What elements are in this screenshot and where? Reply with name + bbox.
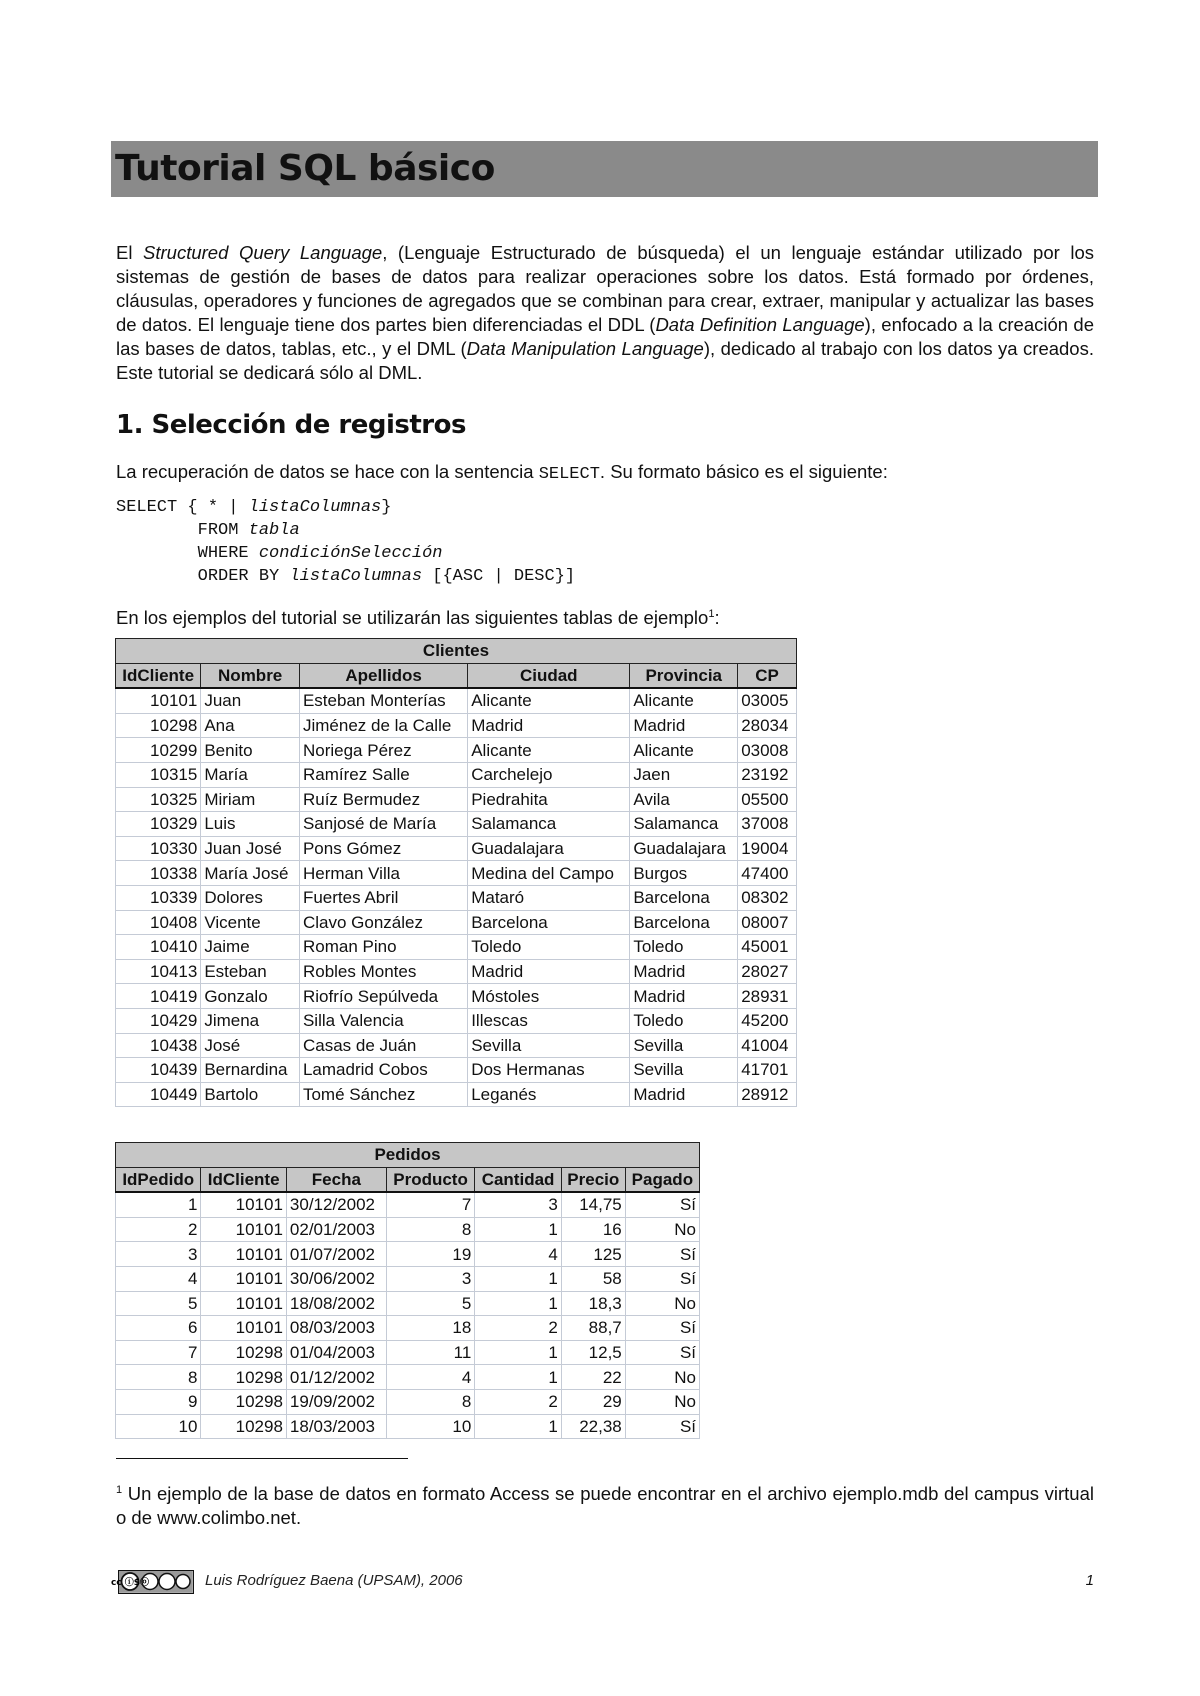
table-cell: Burgos <box>630 861 738 886</box>
table-cell: Barcelona <box>630 885 738 910</box>
table-cell: 5 <box>386 1291 475 1316</box>
table-row <box>116 1365 700 1390</box>
table-cell: 8 <box>386 1389 475 1414</box>
table-cell: 05500 <box>738 787 797 812</box>
table-cell: Toledo <box>468 935 630 960</box>
table-cell: Fuertes Abril <box>299 885 467 910</box>
table-cell: 10315 <box>116 762 201 787</box>
table-row <box>116 1008 797 1033</box>
table-cell: No <box>625 1291 699 1316</box>
table-cell: 7 <box>386 1192 475 1217</box>
table-cell: 22,38 <box>561 1414 625 1439</box>
table-caption: Clientes <box>116 639 797 664</box>
intro-text: El <box>116 242 144 263</box>
table-cell: Madrid <box>630 984 738 1009</box>
table-cell: Miriam <box>201 787 300 812</box>
table-cell: 18/03/2003 <box>286 1414 386 1439</box>
table-cell: 28027 <box>738 959 797 984</box>
table-cell: Alicante <box>630 738 738 763</box>
table-cell: Alicante <box>630 688 738 713</box>
code-line: ORDER BY listaColumnas [{ASC | DESC}] <box>187 567 576 586</box>
table-row <box>116 1192 700 1217</box>
column-header: Provincia <box>630 663 738 688</box>
table-row <box>116 1340 700 1365</box>
select-text: La recuperación de datos se hace con la sentencia <box>116 461 539 482</box>
table-cell: 47400 <box>738 861 797 886</box>
table-cell: Jiménez de la Calle <box>299 713 467 738</box>
table-cell: Ana <box>201 713 300 738</box>
table-row <box>116 1033 797 1058</box>
table-cell: 28931 <box>738 984 797 1009</box>
table-row <box>116 713 797 738</box>
table-cell: 2 <box>116 1217 201 1242</box>
table-cell: María José <box>201 861 300 886</box>
table-cell: 1 <box>475 1340 561 1365</box>
table-cell: 10101 <box>201 1217 286 1242</box>
table-caption: Pedidos <box>116 1143 700 1168</box>
table-cell: Leganés <box>468 1082 630 1107</box>
table-cell: 19004 <box>738 836 797 861</box>
table-cell: 37008 <box>738 812 797 837</box>
table-cell: 10101 <box>201 1242 286 1267</box>
table-cell: Sanjosé de María <box>299 812 467 837</box>
table-cell: José <box>201 1033 300 1058</box>
column-header: Apellidos <box>299 663 467 688</box>
table-cell: 6 <box>116 1316 201 1341</box>
table-cell: 10299 <box>116 738 201 763</box>
table-cell: Madrid <box>468 959 630 984</box>
table-cell: Noriega Pérez <box>299 738 467 763</box>
table-row <box>116 762 797 787</box>
table-row <box>116 812 797 837</box>
footnote-number: 1 <box>116 1484 123 1496</box>
table-row <box>116 836 797 861</box>
intro-term: Data Definition Language <box>655 314 865 335</box>
table-cell: Ramírez Salle <box>299 762 467 787</box>
table-cell: Jaime <box>201 935 300 960</box>
table-cell: 45200 <box>738 1008 797 1033</box>
intro-text: ), enfocado a la creación de las bases de datos, tablas, etc., y el DML ( <box>116 314 1094 359</box>
table-cell: 02/01/2003 <box>286 1217 386 1242</box>
table-cell: 01/07/2002 <box>286 1242 386 1267</box>
table-cell: 08/03/2003 <box>286 1316 386 1341</box>
select-paragraph <box>116 460 888 487</box>
table-row <box>116 787 797 812</box>
footnote-text: Un ejemplo de la base de datos en formato Access se puede encontrar en el archivo ejemplo.mdb del campus virtual o de www.colimbo.net. <box>116 1483 1094 1529</box>
table-row <box>116 1389 700 1414</box>
table-cell: Sí <box>625 1192 699 1217</box>
table-cell: 18/08/2002 <box>286 1291 386 1316</box>
code-line: WHERE condiciónSelección <box>187 544 443 563</box>
table-cell: Toledo <box>630 935 738 960</box>
table-cell: Herman Villa <box>299 861 467 886</box>
table-cell: 45001 <box>738 935 797 960</box>
table-cell: 18 <box>386 1316 475 1341</box>
code-block <box>116 496 575 588</box>
table-row <box>116 1316 700 1341</box>
table-cell: Madrid <box>630 713 738 738</box>
table-cell: Esteban Monterías <box>299 688 467 713</box>
table-row <box>116 1082 797 1107</box>
table-cell: 10298 <box>201 1414 286 1439</box>
table-cell: 10101 <box>201 1316 286 1341</box>
table-cell: 01/04/2003 <box>286 1340 386 1365</box>
table-row <box>116 1217 700 1242</box>
table-cell: 10325 <box>116 787 201 812</box>
table-cell: 12,5 <box>561 1340 625 1365</box>
intro-term: Structured Query Language <box>143 242 383 263</box>
page-title: Tutorial SQL básico <box>115 148 495 189</box>
table-row <box>116 984 797 1009</box>
table-cell: 9 <box>116 1389 201 1414</box>
table-cell: 10449 <box>116 1082 201 1107</box>
table-cell: 4 <box>386 1365 475 1390</box>
footer-author: Luis Rodríguez Baena (UPSAM), 2006 <box>205 1572 463 1589</box>
column-header: Precio <box>561 1167 625 1192</box>
table-cell: Barcelona <box>468 910 630 935</box>
table-cell: 10 <box>386 1414 475 1439</box>
column-header: Producto <box>386 1167 475 1192</box>
table-row <box>116 935 797 960</box>
table-cell: 7 <box>116 1340 201 1365</box>
table-cell: 10298 <box>201 1389 286 1414</box>
table-cell: Alicante <box>468 738 630 763</box>
table-cell: Sí <box>625 1414 699 1439</box>
table-row <box>116 1058 797 1083</box>
table-cell: 10298 <box>201 1365 286 1390</box>
table-cell: Lamadrid Cobos <box>299 1058 467 1083</box>
table-cell: 10 <box>116 1414 201 1439</box>
table-cell: No <box>625 1389 699 1414</box>
table-cell: Riofrío Sepúlveda <box>299 984 467 1009</box>
table-cell: Madrid <box>630 1082 738 1107</box>
table-cell: 10298 <box>116 713 201 738</box>
table-cell: 10438 <box>116 1033 201 1058</box>
table-cell: 08302 <box>738 885 797 910</box>
table-cell: Silla Valencia <box>299 1008 467 1033</box>
table-cell: Sevilla <box>630 1033 738 1058</box>
table-cell: 10410 <box>116 935 201 960</box>
intro-text: , (Lenguaje Estructurado de búsqueda) el un lenguaje estándar utilizado por los sistemas de gestión de bases de datos para realizar operaciones sobre los datos. Está formado por órdenes, cláusulas, operadores y funciones de agregados que se combinan para crear, extraer, manipular y actualizar las bases de datos. El lenguaje tiene dos partes bien diferenciadas el DDL ( <box>116 242 1094 335</box>
table-cell: Bartolo <box>201 1082 300 1107</box>
table-cell: Móstoles <box>468 984 630 1009</box>
table-cell: 29 <box>561 1389 625 1414</box>
table-cell: 30/06/2002 <box>286 1266 386 1291</box>
table-cell: Avila <box>630 787 738 812</box>
table-cell: 8 <box>116 1365 201 1390</box>
table-cell: 28912 <box>738 1082 797 1107</box>
table-cell: Jimena <box>201 1008 300 1033</box>
table-cell: 10101 <box>116 688 201 713</box>
table-cell: Casas de Juán <box>299 1033 467 1058</box>
table-cell: Sí <box>625 1316 699 1341</box>
table-cell: Piedrahita <box>468 787 630 812</box>
table-cell: Benito <box>201 738 300 763</box>
table-cell: Mataró <box>468 885 630 910</box>
table-cell: Clavo González <box>299 910 467 935</box>
table-cell: Alicante <box>468 688 630 713</box>
table-row <box>116 1242 700 1267</box>
table-cell: Bernardina <box>201 1058 300 1083</box>
column-header: Cantidad <box>475 1167 561 1192</box>
table-row <box>116 1414 700 1439</box>
table-cell: Ruíz Bermudez <box>299 787 467 812</box>
column-header: CP <box>738 663 797 688</box>
intro-paragraph <box>116 241 1094 385</box>
table-cell: 10439 <box>116 1058 201 1083</box>
table-cell: 23192 <box>738 762 797 787</box>
title-bar <box>111 141 1098 197</box>
table-cell: 10408 <box>116 910 201 935</box>
table-cell: Sevilla <box>468 1033 630 1058</box>
table-cell: Roman Pino <box>299 935 467 960</box>
table-cell: 14,75 <box>561 1192 625 1217</box>
examples-text: En los ejemplos del tutorial se utilizarán las siguientes tablas de ejemplo <box>116 607 709 629</box>
column-header: Nombre <box>201 663 300 688</box>
table-cell: Carchelejo <box>468 762 630 787</box>
table-cell: 3 <box>475 1192 561 1217</box>
table-cell: 10429 <box>116 1008 201 1033</box>
table-cell: 10330 <box>116 836 201 861</box>
table-row <box>116 688 797 713</box>
table-cell: María <box>201 762 300 787</box>
table-cell: 16 <box>561 1217 625 1242</box>
table-cell: Dos Hermanas <box>468 1058 630 1083</box>
column-header: Fecha <box>286 1167 386 1192</box>
table-cell: 18,3 <box>561 1291 625 1316</box>
table-row <box>116 910 797 935</box>
table-cell: Guadalajara <box>630 836 738 861</box>
table-cell: Vicente <box>201 910 300 935</box>
table-cell: Pons Gómez <box>299 836 467 861</box>
creative-commons-license-icon <box>110 1570 194 1594</box>
table-cell: 1 <box>475 1291 561 1316</box>
table-cell: 10101 <box>201 1291 286 1316</box>
table-cell: Madrid <box>468 713 630 738</box>
table-cell: 125 <box>561 1242 625 1267</box>
intro-term: Data Manipulation Language <box>466 338 704 359</box>
table-cell: 30/12/2002 <box>286 1192 386 1217</box>
table-cell: Esteban <box>201 959 300 984</box>
table-cell: 10101 <box>201 1266 286 1291</box>
table-cell: Juan José <box>201 836 300 861</box>
table-cell: 5 <box>116 1291 201 1316</box>
table-cell: 08007 <box>738 910 797 935</box>
table-cell: 10101 <box>201 1192 286 1217</box>
table-row <box>116 1266 700 1291</box>
column-header: Pagado <box>625 1167 699 1192</box>
table-cell: 3 <box>386 1266 475 1291</box>
page-number: 1 <box>1085 1572 1094 1589</box>
table-cell: 03008 <box>738 738 797 763</box>
table-cell: 01/12/2002 <box>286 1365 386 1390</box>
table-cell: Gonzalo <box>201 984 300 1009</box>
table-cell: Salamanca <box>630 812 738 837</box>
pedidos-table <box>115 1142 700 1439</box>
table-cell: Medina del Campo <box>468 861 630 886</box>
intro-text: ), dedicado al trabajo con los datos ya creados. Este tutorial se dedicará sólo al DML. <box>116 338 1094 383</box>
table-cell: 1 <box>475 1266 561 1291</box>
table-cell: 03005 <box>738 688 797 713</box>
table-row <box>116 959 797 984</box>
table-cell: 10339 <box>116 885 201 910</box>
table-row <box>116 738 797 763</box>
table-cell: Sí <box>625 1340 699 1365</box>
table-cell: 22 <box>561 1365 625 1390</box>
code-line: SELECT { * | listaColumnas} <box>116 498 392 517</box>
table-cell: No <box>625 1217 699 1242</box>
table-cell: 11 <box>386 1340 475 1365</box>
table-cell: 4 <box>475 1242 561 1267</box>
table-cell: Illescas <box>468 1008 630 1033</box>
section-heading: 1. Selección de registros <box>116 410 466 440</box>
svg-text:cc ⓘ$ⓞ: cc ⓘ$ⓞ <box>110 1578 150 1588</box>
table-cell: Juan <box>201 688 300 713</box>
table-cell: 19/09/2002 <box>286 1389 386 1414</box>
footnote <box>116 1478 1094 1530</box>
table-cell: Luis <box>201 812 300 837</box>
select-keyword: SELECT <box>538 465 600 484</box>
column-header: IdCliente <box>116 663 201 688</box>
table-cell: 1 <box>475 1414 561 1439</box>
table-cell: Sí <box>625 1266 699 1291</box>
table-cell: Madrid <box>630 959 738 984</box>
table-cell: 1 <box>116 1192 201 1217</box>
table-cell: 10329 <box>116 812 201 837</box>
table-cell: No <box>625 1365 699 1390</box>
examples-paragraph: En los ejemplos del tutorial se utilizarán las siguientes tablas de ejemplo$^1$: <box>116 607 720 629</box>
table-cell: 2 <box>475 1389 561 1414</box>
table-cell: 10419 <box>116 984 201 1009</box>
table-cell: 58 <box>561 1266 625 1291</box>
clientes-table <box>115 638 797 1107</box>
footnote-ref: 1 <box>708 608 715 620</box>
table-cell: 4 <box>116 1266 201 1291</box>
table-cell: 3 <box>116 1242 201 1267</box>
table-cell: Jaen <box>630 762 738 787</box>
table-row <box>116 1291 700 1316</box>
table-cell: 1 <box>475 1365 561 1390</box>
code-line: FROM tabla <box>177 521 300 540</box>
table-cell: Salamanca <box>468 812 630 837</box>
table-cell: 1 <box>475 1217 561 1242</box>
select-text: . Su formato básico es el siguiente: <box>599 461 888 482</box>
column-header: IdPedido <box>116 1167 201 1192</box>
table-cell: Barcelona <box>630 910 738 935</box>
table-cell: Toledo <box>630 1008 738 1033</box>
table-row <box>116 885 797 910</box>
table-cell: 10338 <box>116 861 201 886</box>
table-cell: 19 <box>386 1242 475 1267</box>
page-footer <box>110 1570 1094 1598</box>
table-cell: 10413 <box>116 959 201 984</box>
table-cell: Robles Montes <box>299 959 467 984</box>
table-cell: Sí <box>625 1242 699 1267</box>
table-cell: Dolores <box>201 885 300 910</box>
table-cell: Sevilla <box>630 1058 738 1083</box>
table-cell: 2 <box>475 1316 561 1341</box>
table-cell: 8 <box>386 1217 475 1242</box>
table-row <box>116 861 797 886</box>
table-cell: 41701 <box>738 1058 797 1083</box>
column-header: IdCliente <box>201 1167 286 1192</box>
table-cell: 10298 <box>201 1340 286 1365</box>
table-cell: 28034 <box>738 713 797 738</box>
table-cell: Guadalajara <box>468 836 630 861</box>
column-header: Ciudad <box>468 663 630 688</box>
table-cell: Tomé Sánchez <box>299 1082 467 1107</box>
table-cell: 88,7 <box>561 1316 625 1341</box>
table-cell: 41004 <box>738 1033 797 1058</box>
footnote-divider <box>116 1458 408 1459</box>
